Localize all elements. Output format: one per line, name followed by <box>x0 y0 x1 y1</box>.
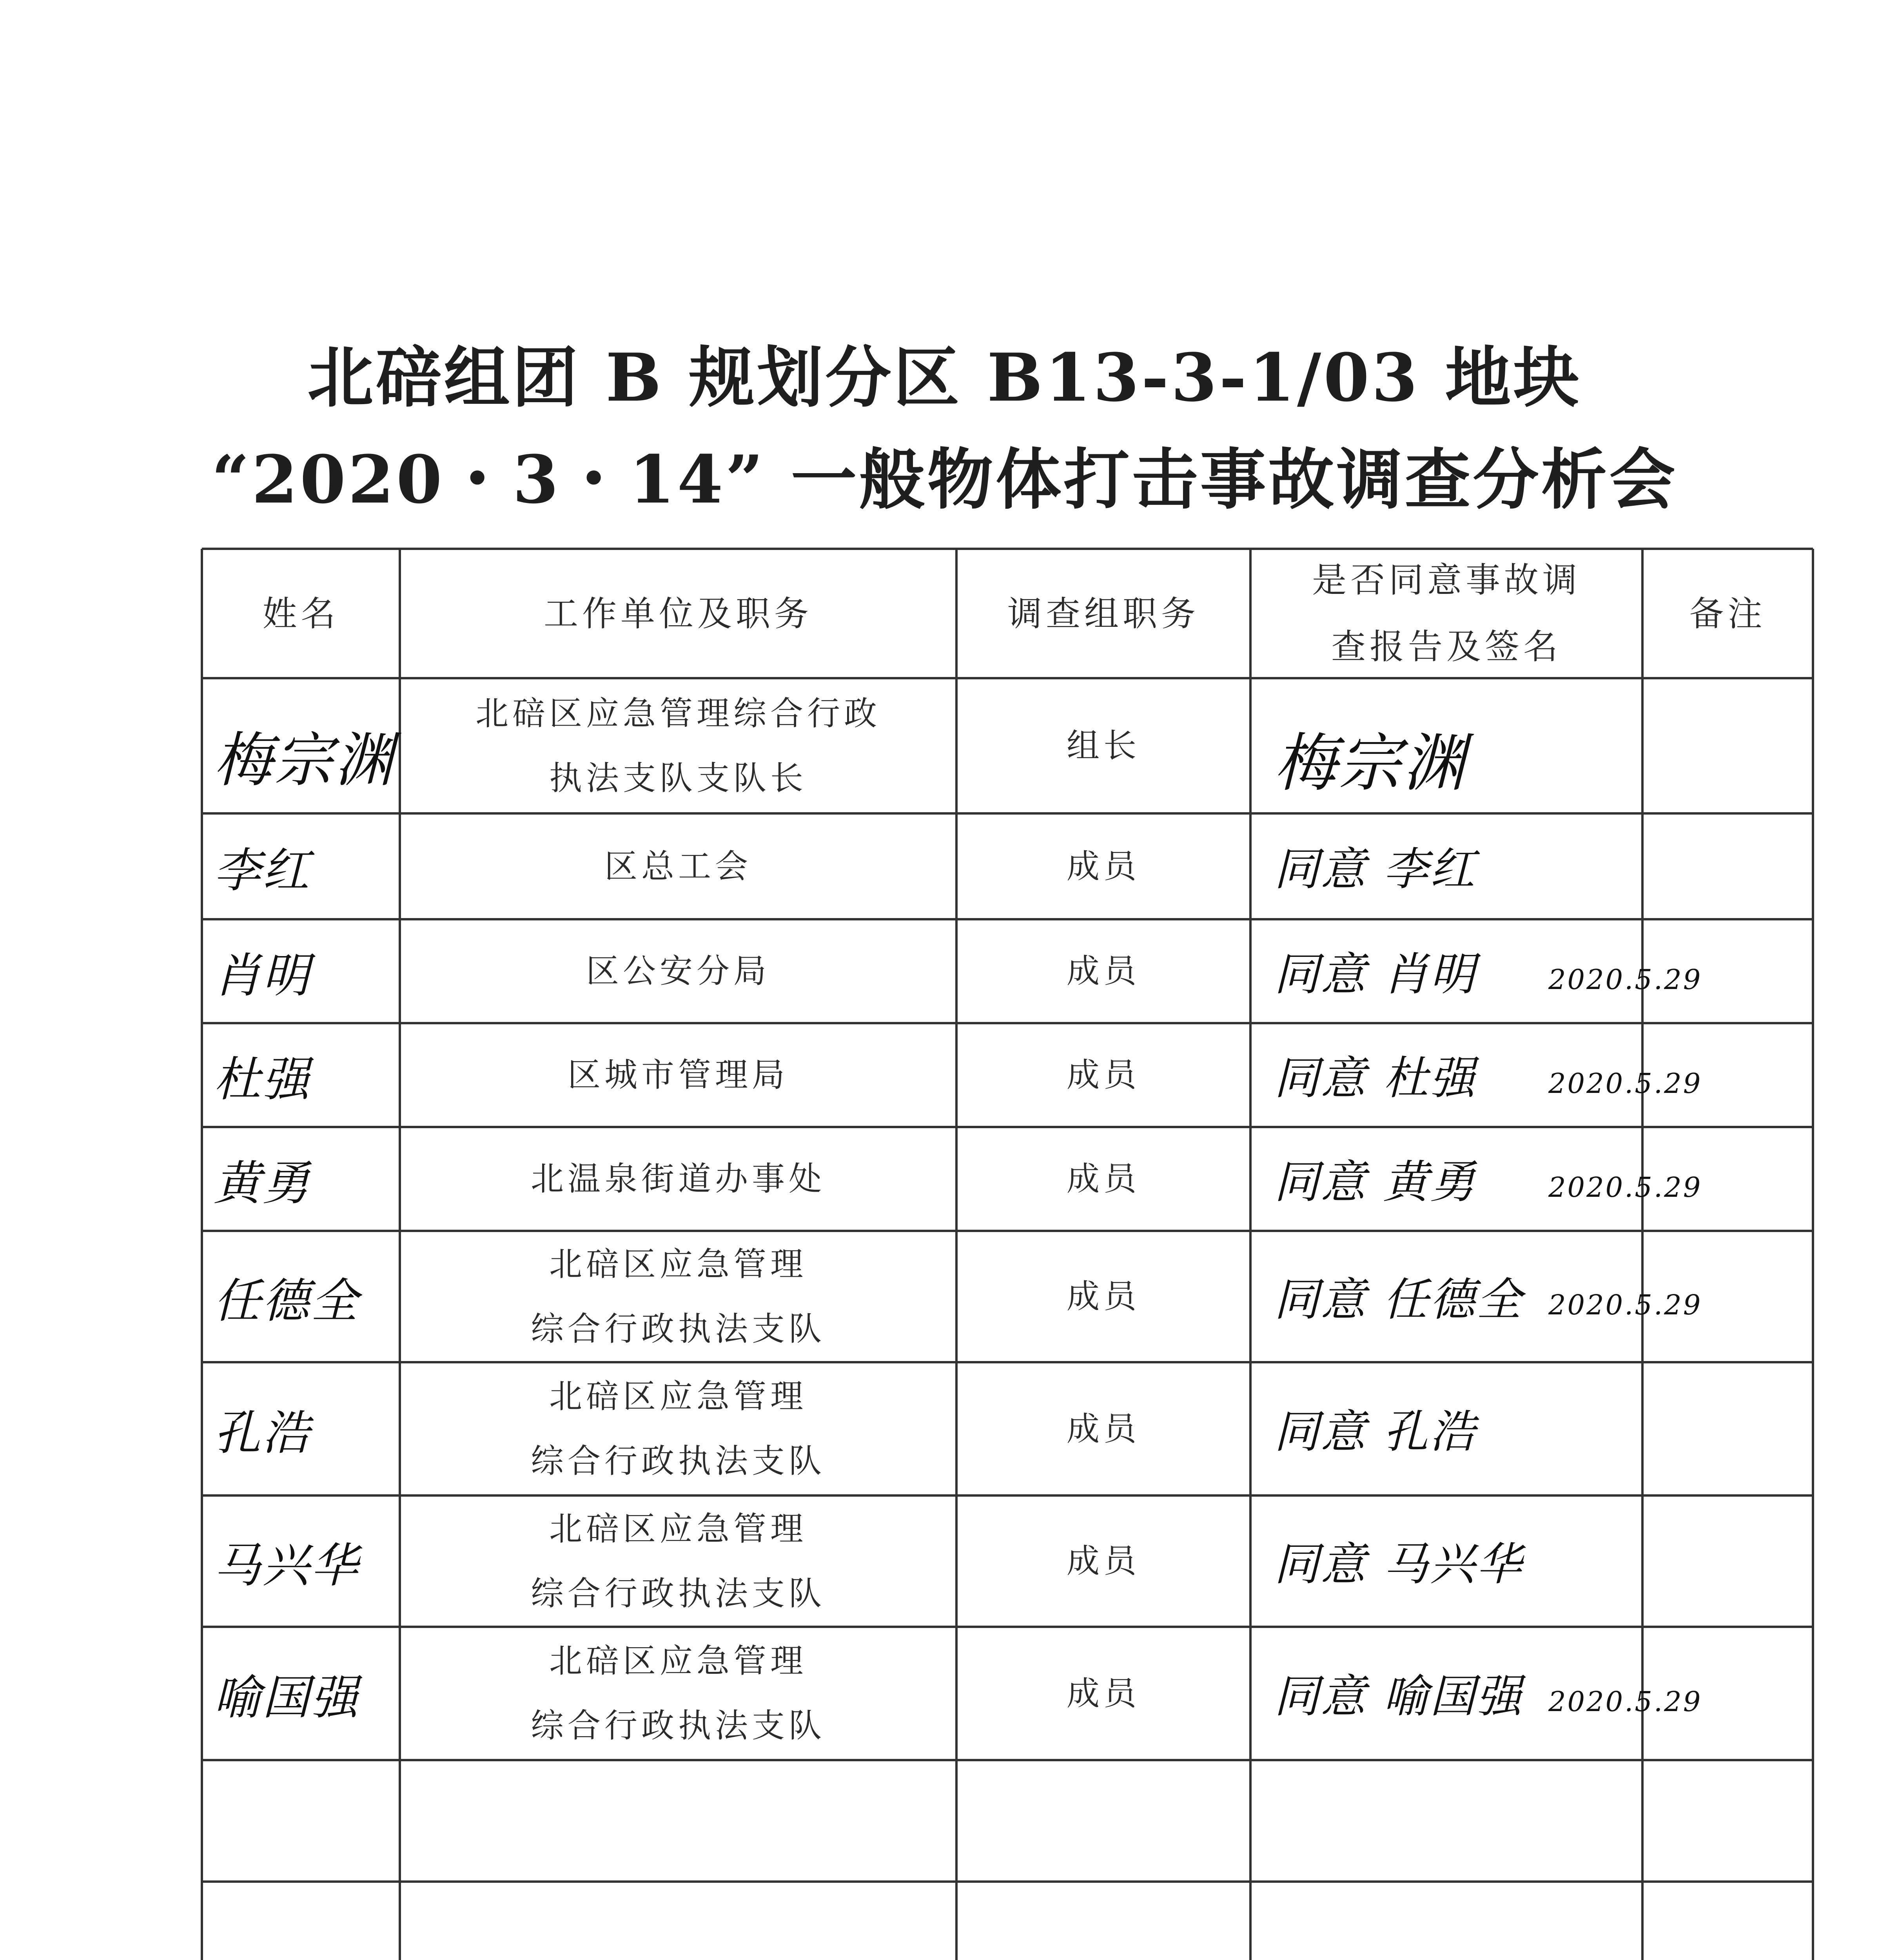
table-row-unit <box>400 919 956 1023</box>
table-row-unit <box>400 1627 956 1760</box>
table-row-unit-text: 北碚区应急管理 <box>549 1245 807 1283</box>
handwritten-agreement-signature: 同意 黄勇 <box>1274 1156 1477 1209</box>
table-row-role <box>956 1495 1250 1627</box>
table-row-unit-text: 综合行政执法支队 <box>530 1706 826 1745</box>
header-role <box>956 549 1250 678</box>
document-subtitle: “2020・3・14” 一般物体打击事故调查分析会 <box>211 441 1678 518</box>
handwritten-sign-date: 2020.5.29 <box>1548 1686 1702 1718</box>
handwritten-agreement-signature: 同意 马兴华 <box>1274 1538 1523 1591</box>
table-row-unit-text: 综合行政执法支队 <box>530 1574 826 1613</box>
handwritten-name-signature: 梅宗渊 <box>214 726 395 795</box>
table-row-role-text: 成员 <box>1066 1056 1140 1094</box>
table-row-unit <box>400 678 956 813</box>
handwritten-agreement-signature: 同意 任德全 <box>1274 1273 1523 1326</box>
table-row-role <box>956 1362 1250 1495</box>
handwritten-sign-date: 2020.5.29 <box>1548 1067 1702 1100</box>
table-row-role-text: 成员 <box>1066 1277 1140 1316</box>
table-row-role-text: 成员 <box>1066 847 1140 886</box>
handwritten-name-signature: 任德全 <box>214 1274 359 1328</box>
handwritten-name-signature: 喻国强 <box>214 1671 359 1725</box>
table-row-unit <box>400 1127 956 1231</box>
table-row-unit <box>400 1495 956 1627</box>
table-row-unit-text: 北碚区应急管理 <box>549 1509 807 1548</box>
handwritten-name-signature: 肖明 <box>214 948 311 1003</box>
table-row-role-text: 组长 <box>1066 726 1140 765</box>
table-row-unit-text: 区城市管理局 <box>567 1056 789 1094</box>
handwritten-name-signature: 孔浩 <box>214 1406 311 1461</box>
table-row-unit-text: 北碚区应急管理 <box>549 1642 807 1680</box>
table-row-unit-text: 区公安分局 <box>586 952 770 990</box>
handwritten-name-signature: 黄勇 <box>214 1156 311 1211</box>
table-row-role <box>956 1627 1250 1760</box>
table-row-role-text: 成员 <box>1066 1674 1140 1713</box>
table-row-role-text: 成员 <box>1066 952 1140 990</box>
table-row-role <box>956 919 1250 1023</box>
table-row-unit-text: 综合行政执法支队 <box>530 1309 826 1348</box>
table-row-unit-text: 北温泉街道办事处 <box>530 1160 826 1198</box>
table-row-unit-text: 区总工会 <box>604 847 752 886</box>
document-title: 北碚组团 B 规划分区 B13-3-1/03 地块 <box>307 339 1582 416</box>
table-row-role <box>956 1023 1250 1127</box>
header-unit-text: 工作单位及职务 <box>543 593 813 634</box>
header-role-text: 调查组职务 <box>1007 593 1199 634</box>
handwritten-agreement-signature: 同意 李红 <box>1274 843 1477 896</box>
table-row-role <box>956 678 1250 813</box>
header-agree-signature: 是否同意事故调查报告及签名 <box>1312 560 1581 667</box>
table-row-role <box>956 1231 1250 1362</box>
table-row-unit <box>400 1023 956 1127</box>
handwritten-name-signature: 马兴华 <box>214 1538 359 1593</box>
header-unit <box>400 549 956 678</box>
header-name <box>202 549 400 678</box>
header-remarks <box>1642 549 1813 678</box>
handwritten-sign-date: 2020.5.29 <box>1548 1171 1702 1203</box>
table-row-role-text: 成员 <box>1066 1160 1140 1198</box>
table-row-role <box>956 1127 1250 1231</box>
handwritten-sign-date: 2020.5.29 <box>1548 1289 1702 1321</box>
table-row-unit <box>400 1362 956 1495</box>
table-row-role-text: 成员 <box>1066 1409 1140 1448</box>
header-name-text: 姓名 <box>262 593 339 634</box>
table-row-role-text: 成员 <box>1066 1542 1140 1580</box>
header-remarks-text: 备注 <box>1689 593 1766 634</box>
table-row-unit-text: 北碚区应急管理 <box>549 1377 807 1416</box>
table-row-role <box>956 813 1250 919</box>
table-row-unit-text: 北碚区应急管理综合行政 <box>475 694 881 733</box>
table-row-unit <box>400 1231 956 1362</box>
table-row-unit-text: 综合行政执法支队 <box>530 1442 826 1480</box>
table-row-unit-text: 执法支队支队长 <box>549 759 807 797</box>
handwritten-name-signature: 李红 <box>214 844 311 898</box>
handwritten-agreement-signature: 梅宗渊 <box>1274 726 1467 800</box>
table-row-unit <box>400 813 956 919</box>
handwritten-name-signature: 杜强 <box>214 1052 311 1107</box>
handwritten-agreement-signature: 同意 喻国强 <box>1274 1670 1523 1723</box>
handwritten-sign-date: 2020.5.29 <box>1548 963 1702 996</box>
handwritten-agreement-signature: 同意 肖明 <box>1274 948 1477 1001</box>
handwritten-agreement-signature: 同意 孔浩 <box>1274 1406 1477 1458</box>
handwritten-agreement-signature: 同意 杜强 <box>1274 1052 1477 1105</box>
